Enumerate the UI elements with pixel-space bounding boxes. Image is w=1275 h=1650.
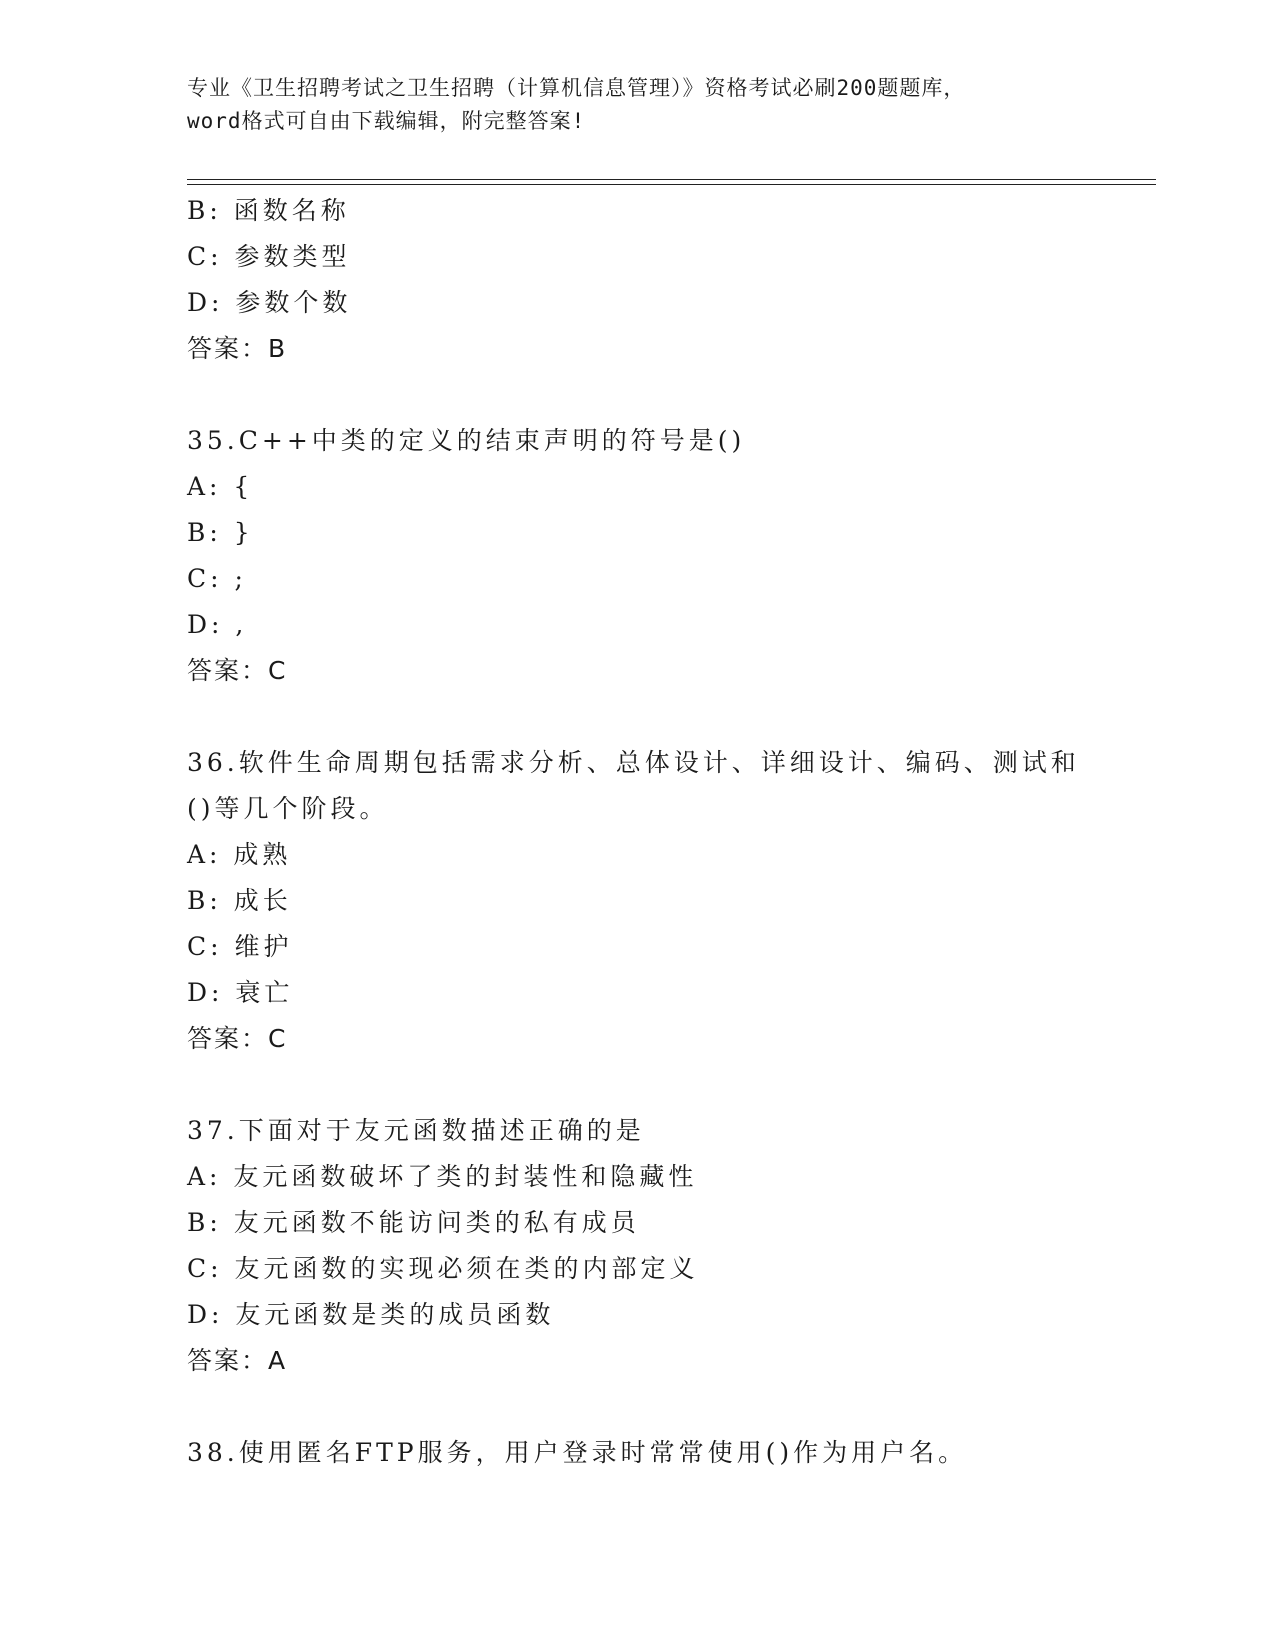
question-stem: 38.使用匿名FTP服务，用户登录时常常使用()作为用户名。: [187, 1438, 968, 1467]
option-line: D: ,: [187, 610, 248, 639]
option-line: D: 友元函数是类的成员函数: [187, 1300, 555, 1329]
option-line: C: 友元函数的实现必须在类的内部定义: [187, 1254, 699, 1283]
option-line: C: 参数类型: [187, 242, 351, 271]
option-line: B: 函数名称: [187, 196, 350, 225]
spacer: [187, 694, 1147, 740]
option-line: B: 成长: [187, 886, 292, 915]
question-stem: 36.软件生命周期包括需求分析、总体设计、详细设计、编码、测试和: [187, 748, 1080, 777]
header-title-line-1: 专业《卫生招聘考试之卫生招聘（计算机信息管理）》资格考试必刷200题题库，: [187, 76, 966, 100]
document-header: [187, 72, 1087, 138]
question-34-continued: [187, 188, 1147, 372]
spacer: [187, 1384, 1147, 1430]
question-36: [187, 740, 1147, 1062]
answer-line: 答案：B: [187, 334, 288, 363]
spacer: [187, 1062, 1147, 1108]
option-line: B: 友元函数不能访问类的私有成员: [187, 1208, 640, 1237]
option-line: D: 衰亡: [187, 978, 294, 1007]
header-divider: [187, 179, 1156, 185]
answer-line: 答案：C: [187, 1024, 288, 1053]
option-line: D: 参数个数: [187, 288, 352, 317]
option-line: C: ;: [187, 564, 247, 593]
option-line: A: 成熟: [187, 840, 292, 869]
option-line: B: }: [187, 518, 254, 547]
question-35: [187, 418, 1147, 694]
option-line: C: 维护: [187, 932, 293, 961]
answer-line: 答案：A: [187, 1346, 288, 1375]
question-stem: 37.下面对于友元函数描述正确的是: [187, 1116, 645, 1145]
spacer: [187, 372, 1147, 418]
question-list: [187, 188, 1147, 1476]
question-37: [187, 1108, 1147, 1384]
option-line: A: {: [187, 472, 254, 501]
question-stem: 35.C++中类的定义的结束声明的符号是(): [187, 426, 746, 455]
option-line: A: 友元函数破坏了类的封装性和隐藏性: [187, 1162, 698, 1191]
question-stem-continued: ()等几个阶段。: [187, 794, 389, 823]
header-title-line-2: word格式可自由下载编辑，附完整答案!: [187, 109, 586, 133]
question-38: [187, 1430, 1147, 1476]
answer-line: 答案：C: [187, 656, 288, 685]
